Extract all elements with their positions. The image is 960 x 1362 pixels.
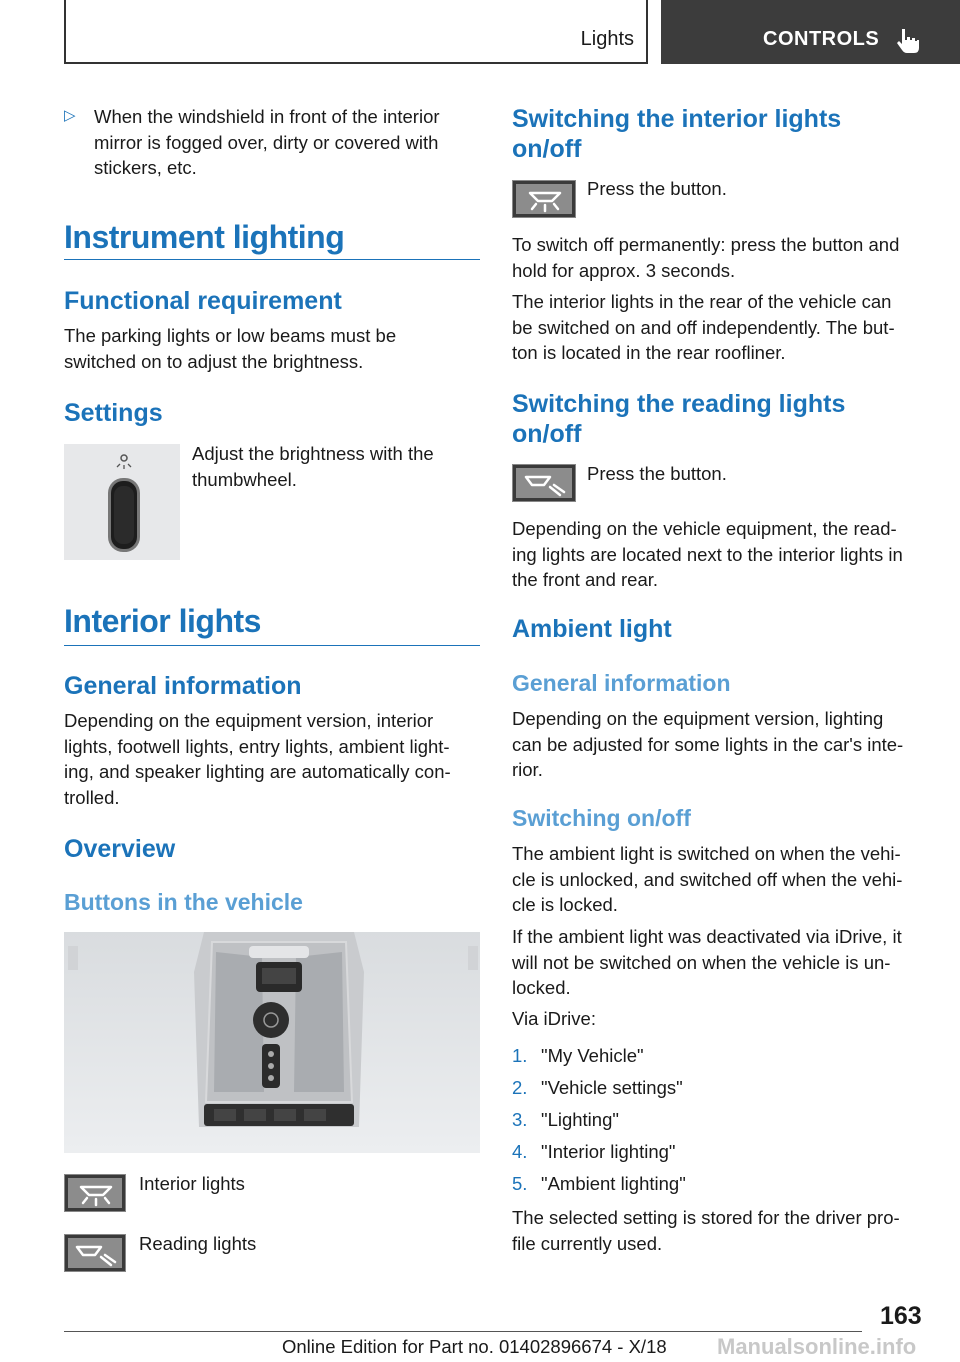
text-line: locked. [512,977,571,998]
press-button-text: Press the button. [587,178,727,199]
interior-lights-title: Interior lights [64,603,261,639]
switching-reading-lights-title [512,389,845,449]
footer-rule [64,1331,862,1332]
text-line: switched on to adjust the brightness. [64,350,364,372]
title-line: on/off [512,135,582,163]
switching-interior-lights-title [512,104,841,164]
ambient-general-information-text [512,706,932,783]
step-text: "Vehicle settings" [541,1077,683,1098]
text-line: lights, footwell lights, entry lights, ambient light‐ [64,735,450,757]
text-line: The interior lights in the rear of the vehicle can [512,291,892,312]
text-line: Adjust the brightness with the [192,443,434,464]
general-information-text [64,708,484,810]
text-line: Depending on the equipment version, lighting [512,708,884,729]
touch-hand-icon [893,26,923,56]
deactivated-text [512,924,932,1001]
step-text: "Interior lighting" [541,1141,676,1162]
step-text: "Lighting" [541,1109,619,1130]
reading-light-icon [513,465,577,503]
rear-lights-text [512,289,932,366]
interior-lights-label: Interior lights [139,1173,245,1194]
page-number: 163 [880,1302,922,1330]
text-line: The ambient light is switched on when the vehi‐ [512,843,901,864]
functional-requirement-title: Functional requirement [64,287,342,315]
step-text: "My Vehicle" [541,1045,644,1066]
title-line: on/off [512,420,582,448]
reading-lights-button-icon [64,1234,126,1272]
ambient-switching-text [512,841,932,918]
text-line: be switched on and off independently. The but‐ [512,316,895,338]
text-line: ton is located in the rear roofliner. [512,342,786,363]
text-line: thumbwheel. [192,468,297,490]
text-line: cle is locked. [512,894,618,915]
title-rule [64,259,480,260]
step-number: 4. [512,1141,528,1162]
press-button-text: Press the button. [587,463,727,484]
bullet-marker: ▷ [64,107,76,124]
text-line: The selected setting is stored for the driver pro‐ [512,1207,900,1228]
bullet-text [94,104,474,181]
overhead-console-image [64,932,480,1153]
interior-lights-button-icon [512,180,576,218]
instrument-lighting-title: Instrument lighting [64,219,345,255]
overview-title: Overview [64,835,176,863]
via-idrive-text: Via iDrive: [512,1008,596,1029]
stored-setting-text [512,1205,932,1256]
ambient-switching-title: Switching on/off [512,805,691,831]
header-section-title: Lights [580,28,634,50]
bullet-line: When the windshield in front of the interior [94,106,440,127]
thumbwheel-image [64,444,180,560]
dome-light-icon [513,181,577,219]
interior-lights-button-icon [64,1174,126,1212]
reading-lights-text [512,516,932,593]
thumbwheel-illustration [64,444,180,560]
text-line: Depending on the vehicle equipment, the read‐ [512,518,897,539]
text-line: Depending on the equipment version, interior [64,710,434,731]
text-line: rior. [512,759,543,780]
ambient-general-information-title: General information [512,670,731,696]
text-line: If the ambient light was deactivated via iDrive, it [512,926,902,947]
step-number: 5. [512,1173,528,1194]
ambient-light-title: Ambient light [512,615,672,643]
header-chapter-title: CONTROLS [763,28,880,50]
settings-text [192,441,482,492]
footer-edition: Online Edition for Part no. 01402896674 - X/18 [282,1336,667,1357]
text-line: To switch off permanently: press the button and [512,234,900,255]
text-line: will not be switched on when the vehicle is un‐ [512,951,891,973]
text-line: ing, and speaker lighting are automatically con‐ [64,761,451,782]
reading-lights-button-icon [512,464,576,502]
step-text: "Ambient lighting" [541,1173,686,1194]
text-line: The parking lights or low beams must be [64,325,397,346]
functional-requirement-text [64,323,480,374]
header-section-box [64,0,648,64]
text-line: trolled. [64,786,120,808]
title-rule [64,645,480,646]
text-line: can be adjusted for some lights in the car's inte‐ [512,733,904,755]
settings-title: Settings [64,399,163,427]
buttons-in-vehicle-title: Buttons in the vehicle [64,889,303,915]
text-line: the front and rear. [512,569,659,590]
general-information-title: General information [64,672,302,700]
reading-lights-label: Reading lights [139,1233,257,1254]
title-line: Switching the interior lights [512,105,842,133]
bullet-line: mirror is fogged over, dirty or covered with [94,131,439,153]
step-number: 3. [512,1109,528,1130]
header-chapter-box [661,0,960,64]
text-line: ing lights are located next to the interior lights in [512,543,903,565]
text-line: cle is unlocked, and switched off when the vehi‐ [512,868,903,890]
title-line: Switching the reading lights [512,390,846,418]
text-line: hold for approx. 3 seconds. [512,259,736,281]
step-number: 1. [512,1045,528,1066]
reading-light-icon [65,1235,127,1273]
text-line: file currently used. [512,1232,663,1254]
step-number: 2. [512,1077,528,1098]
watermark: Manualsonline.info [717,1334,917,1359]
dome-light-icon [65,1175,127,1213]
bullet-line: stickers, etc. [94,157,197,178]
overhead-console-illustration [64,932,480,1153]
switch-off-text [512,232,932,283]
